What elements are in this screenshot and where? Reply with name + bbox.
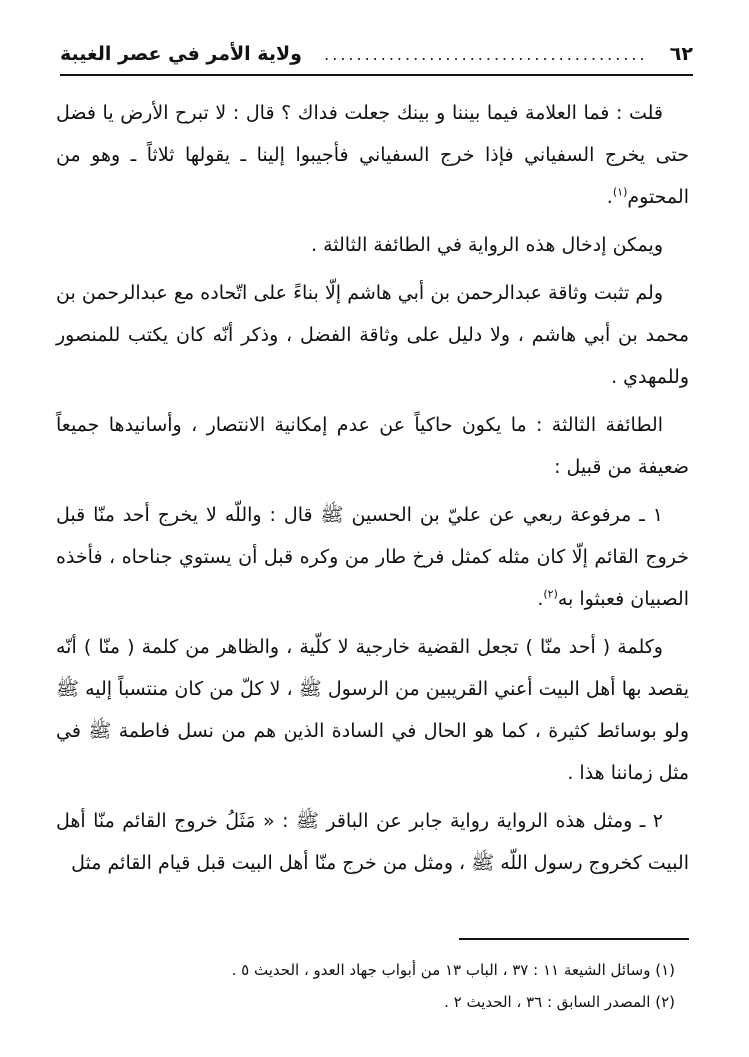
footnote-ref: (١) [612, 185, 628, 199]
footnote: (٢) المصدر السابق : ٣٦ ، الحديث ٢ . [444, 993, 675, 1011]
page-number: ٦٢ [669, 43, 693, 65]
paragraph: ١ ـ مرفوعة ربعي عن عليّ بن الحسين ﷺ قال : واللّه لا يخرج أحد منّا قبل خروج القائم إلّا كان مثله كمثل فرخ طار من وكره قبل أن يستوي جناحاه ، فأخذه الصبيان فعبثوا به$^{(٢)}$. [56, 504, 689, 610]
footnotes [56, 954, 689, 1018]
body-text [56, 92, 689, 890]
paragraph: ويمكن إدخال هذه الرواية في الطائفة الثالثة . [311, 234, 663, 256]
paragraph: قلت : فما العلامة فيما بيننا و بينك جعلت فداك ؟ قال : لا تبرح الأرض يا فضل حتى يخرج السفياني فإذا خرج السفياني فأجيبوا إلينا ـ يقولها ثلاثاً ـ وهو من المحتوم$^{(١)}$. [56, 102, 689, 208]
running-title: ولاية الأمر في عصر الغيبة [60, 43, 302, 65]
paragraph: ٢ ـ ومثل هذه الرواية رواية جابر عن الباقر ﷺ : « مَثَلُ خروج القائم منّا أهل البيت كخروج رسول اللّه ﷺ ، ومثل من خرج منّا أهل البيت قبل قيام القائم مثل [56, 810, 689, 874]
paragraph: الطائفة الثالثة : ما يكون حاكياً عن عدم إمكانية الانتصار ، وأسانيدها جميعاً ضعيفة من قبيل : [56, 414, 689, 478]
footnote-separator [459, 938, 689, 940]
running-header [60, 34, 693, 76]
paragraph: ولم تثبت وثاقة عبدالرحمن بن أبي هاشم إلّا بناءً على اتّحاده مع عبدالرحمن بن محمد بن أبي هاشم ، ولا دليل على وثاقة الفضل ، وذكر أنّه كان يكتب للمنصور وللمهدي . [56, 282, 689, 388]
footnote-ref: (٢) [543, 587, 558, 601]
footnote: (١) وسائل الشيعة ١١ : ٣٧ ، الباب ١٣ من أبواب جهاد العدو ، الحديث ٥ . [231, 961, 675, 979]
paragraph: وكلمة ( أحد منّا ) تجعل القضية خارجية لا كلّية ، والظاهر من كلمة ( منّا ) أنّه يقصد بها أهل البيت أعني القريبين من الرسول ﷺ ، لا كلّ من كان منتسباً إليه ﷺ ولو بوسائط كثيرة ، كما هو الحال في السادة الذين هم من نسل فاطمة ﷺ في مثل زماننا هذا . [56, 636, 689, 784]
header-leader-dots: ........................................ [324, 44, 648, 64]
